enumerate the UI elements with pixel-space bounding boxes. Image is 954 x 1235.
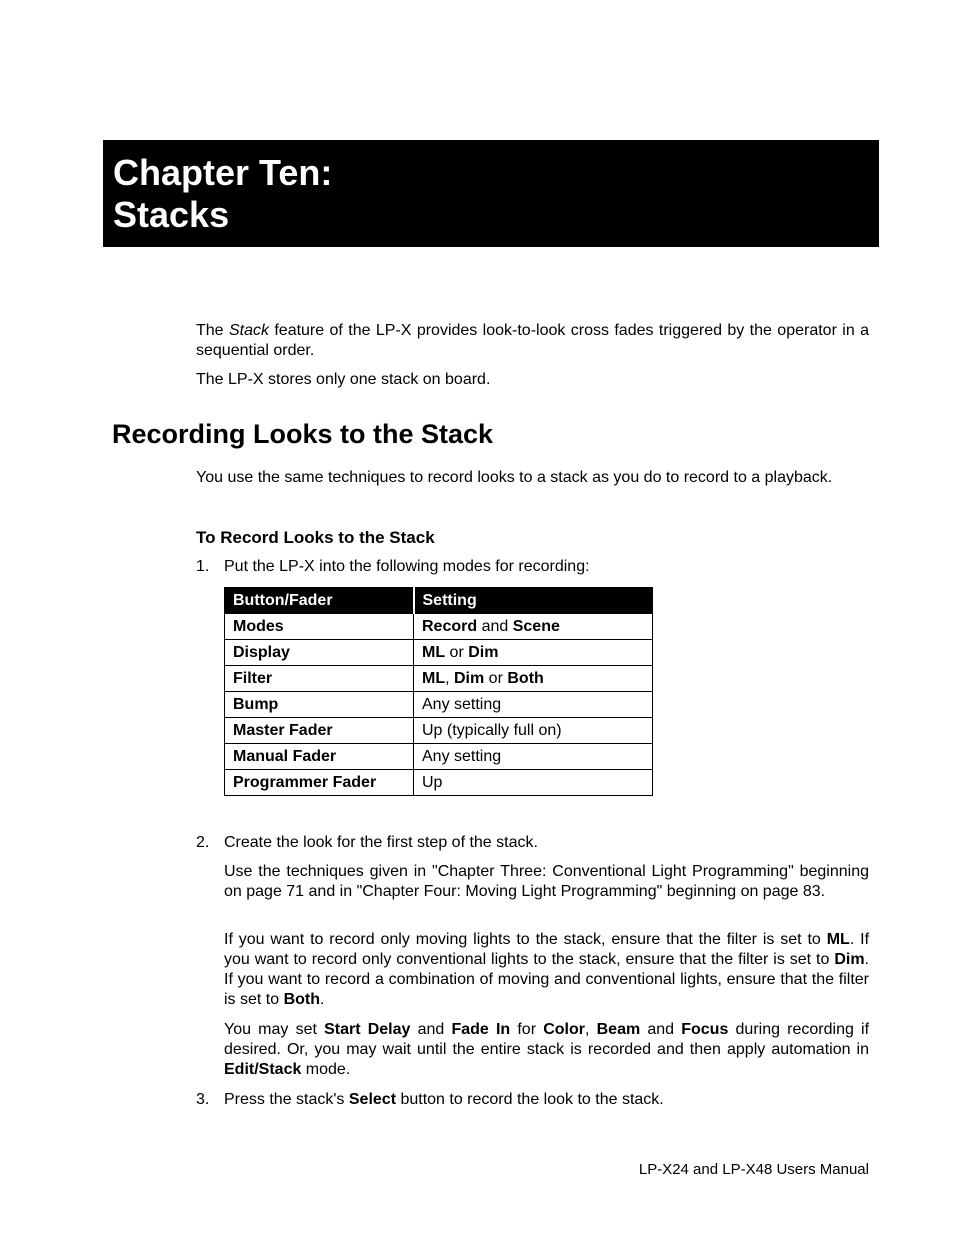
table-row — [225, 770, 653, 796]
row-label: Manual Fader — [225, 744, 414, 770]
table-row — [225, 744, 653, 770]
table-row — [225, 640, 653, 666]
row-setting: Any setting — [414, 692, 653, 718]
table-row — [225, 614, 653, 640]
row-label: Display — [225, 640, 414, 666]
row-label: Bump — [225, 692, 414, 718]
step-2-paragraph-3: You may set Start Delay and Fade In for Color, Beam and Focus during recording if desired. Or, you may wait until the entire stack is recorded and then apply automation in Edit/Stack mode. — [224, 1021, 870, 1078]
table-row — [225, 666, 653, 692]
chapter-number: Chapter Ten: — [113, 152, 333, 193]
section-heading: Recording Looks to the Stack — [112, 419, 494, 449]
row-label: Master Fader — [225, 718, 414, 744]
intro-paragraph-2: The LP-X stores only one stack on board. — [196, 371, 491, 388]
row-setting: ML, Dim or Both — [414, 666, 653, 692]
step-2-paragraph-2: If you want to record only moving lights to the stack, ensure that the filter is set to ML. If you want to record only conventional lights to the stack, ensure that the filter is set to Dim. If you want to record a combination of moving and conventional lights, ensure that the filter is set to Both. — [224, 931, 870, 1008]
step-2-paragraph-1: Use the techniques given in "Chapter Three: Conventional Light Programming" beginning on page 71 and in "Chapter Four: Moving Light Programming" beginning on page 83. — [224, 863, 869, 900]
stack-term: Stack — [228, 322, 269, 339]
row-setting: Any setting — [414, 744, 653, 770]
step-1-number: 1. — [196, 558, 210, 575]
section-intro: You use the same techniques to record looks to a stack as you do to record to a playback. — [196, 469, 833, 486]
row-setting: ML or Dim — [414, 640, 653, 666]
row-setting: Record and Scene — [414, 614, 653, 640]
chapter-title: Stacks — [113, 194, 230, 235]
intro-paragraph: The Stack feature of the LP-X provides look-to-look cross fades triggered by the operator in a sequential order. — [196, 322, 870, 359]
header-setting: Setting — [414, 588, 653, 614]
table-header-row — [225, 588, 653, 614]
settings-table — [224, 587, 653, 796]
row-label: Programmer Fader — [225, 770, 414, 796]
step-3-number: 3. — [196, 1091, 210, 1108]
row-label: Modes — [225, 614, 414, 640]
procedure-heading: To Record Looks to the Stack — [196, 528, 435, 547]
step-2-number: 2. — [196, 834, 210, 851]
step-3-text: Press the stack's Select button to record the look to the stack. — [224, 1091, 664, 1108]
page-footer: LP-X24 and LP-X48 Users Manual — [638, 1161, 869, 1178]
row-setting: Up — [414, 770, 653, 796]
table-row — [225, 692, 653, 718]
table-row — [225, 718, 653, 744]
row-setting: Up (typically full on) — [414, 718, 653, 744]
row-label: Filter — [225, 666, 414, 692]
chapter-banner — [103, 140, 879, 247]
step-2-text: Create the look for the first step of the stack. — [224, 834, 538, 851]
header-button-fader: Button/Fader — [225, 588, 414, 614]
step-1-text: Put the LP-X into the following modes for recording: — [224, 558, 590, 575]
